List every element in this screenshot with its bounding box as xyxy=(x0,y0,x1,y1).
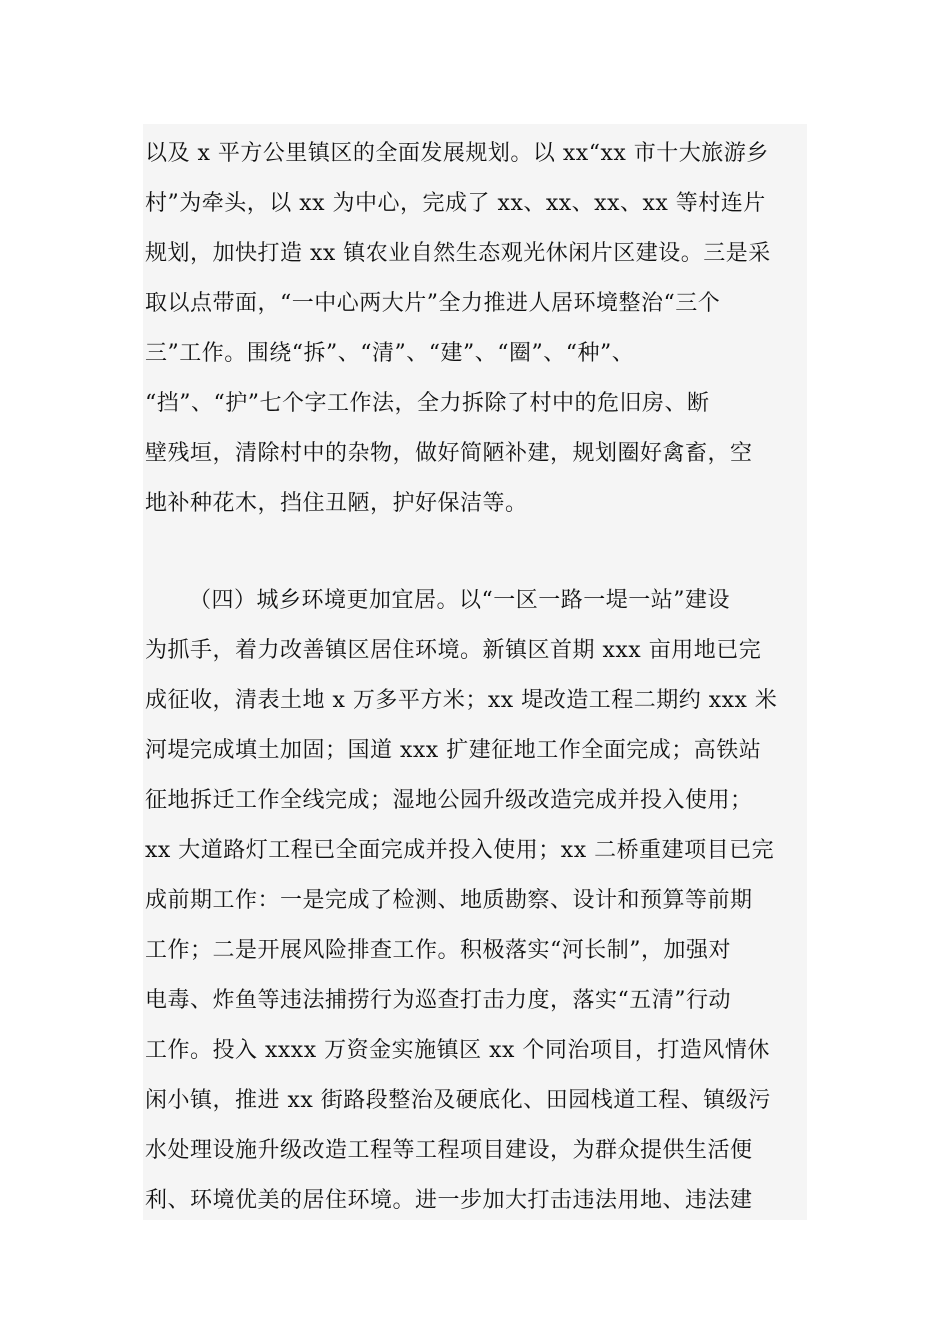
text-line: 村”为牵头，以 xx 为中心，完成了 xx、xx、xx、xx 等村连片 xyxy=(145,191,766,216)
text-line: 为抓手，着力改善镇区居住环境。新镇区首期 xxx 亩用地已完 xyxy=(145,638,762,663)
text-line: 取以点带面，“一中心两大片”全力推进人居环境整治“三个 xyxy=(145,291,721,316)
text-line: 规划，加快打造 xx 镇农业自然生态观光休闲片区建设。三是采 xyxy=(145,241,771,266)
text-line: 壁残垣，清除村中的杂物，做好简陋补建，规划圈好禽畜，空 xyxy=(145,441,753,466)
text-line: 地补种花木，挡住丑陋，护好保洁等。 xyxy=(145,491,528,516)
text-line: 电毒、炸鱼等违法捕捞行为巡查打击力度，落实“五清”行动 xyxy=(145,988,731,1013)
text-line: 河堤完成填土加固；国道 xxx 扩建征地工作全面完成；高铁站 xyxy=(145,738,762,763)
paragraph-rural-planning xyxy=(143,124,807,530)
text-line: 工作。投入 xxxx 万资金实施镇区 xx 个同治项目，打造风情休 xyxy=(145,1038,770,1063)
paragraph-urban-rural-environment xyxy=(143,568,807,1220)
text-line: “挡”、“护”七个字工作法，全力拆除了村中的危旧房、断 xyxy=(145,391,710,416)
paragraph-gap xyxy=(143,530,807,568)
text-line: xx 大道路灯工程已全面完成并投入使用；xx 二桥重建项目已完 xyxy=(145,838,775,863)
text-line: 闲小镇，推进 xx 街路段整治及硬底化、田园栈道工程、镇级污 xyxy=(145,1088,771,1113)
text-line: 三”工作。围绕“拆”、“清”、“建”、“圈”、“种”、 xyxy=(145,341,635,366)
text-line: 以及 x 平方公里镇区的全面发展规划。以 xx“xx 市十大旅游乡 xyxy=(145,141,769,166)
text-line: 水处理设施升级改造工程等工程项目建设，为群众提供生活便 xyxy=(145,1138,753,1163)
text-line: 利、环境优美的居住环境。进一步加大打击违法用地、违法建 xyxy=(145,1188,753,1213)
section-heading-line: （四）城乡环境更加宜居。以“一区一路一堤一站”建设 xyxy=(189,588,730,613)
text-line: 成前期工作：一是完成了检测、地质勘察、设计和预算等前期 xyxy=(145,888,753,913)
text-line: 征地拆迁工作全线完成；湿地公园升级改造完成并投入使用； xyxy=(145,788,753,813)
text-line: 工作；二是开展风险排查工作。积极落实“河长制”，加强对 xyxy=(145,938,731,963)
text-line: 成征收，清表土地 x 万多平方米；xx 堤改造工程二期约 xxx 米 xyxy=(145,688,778,713)
